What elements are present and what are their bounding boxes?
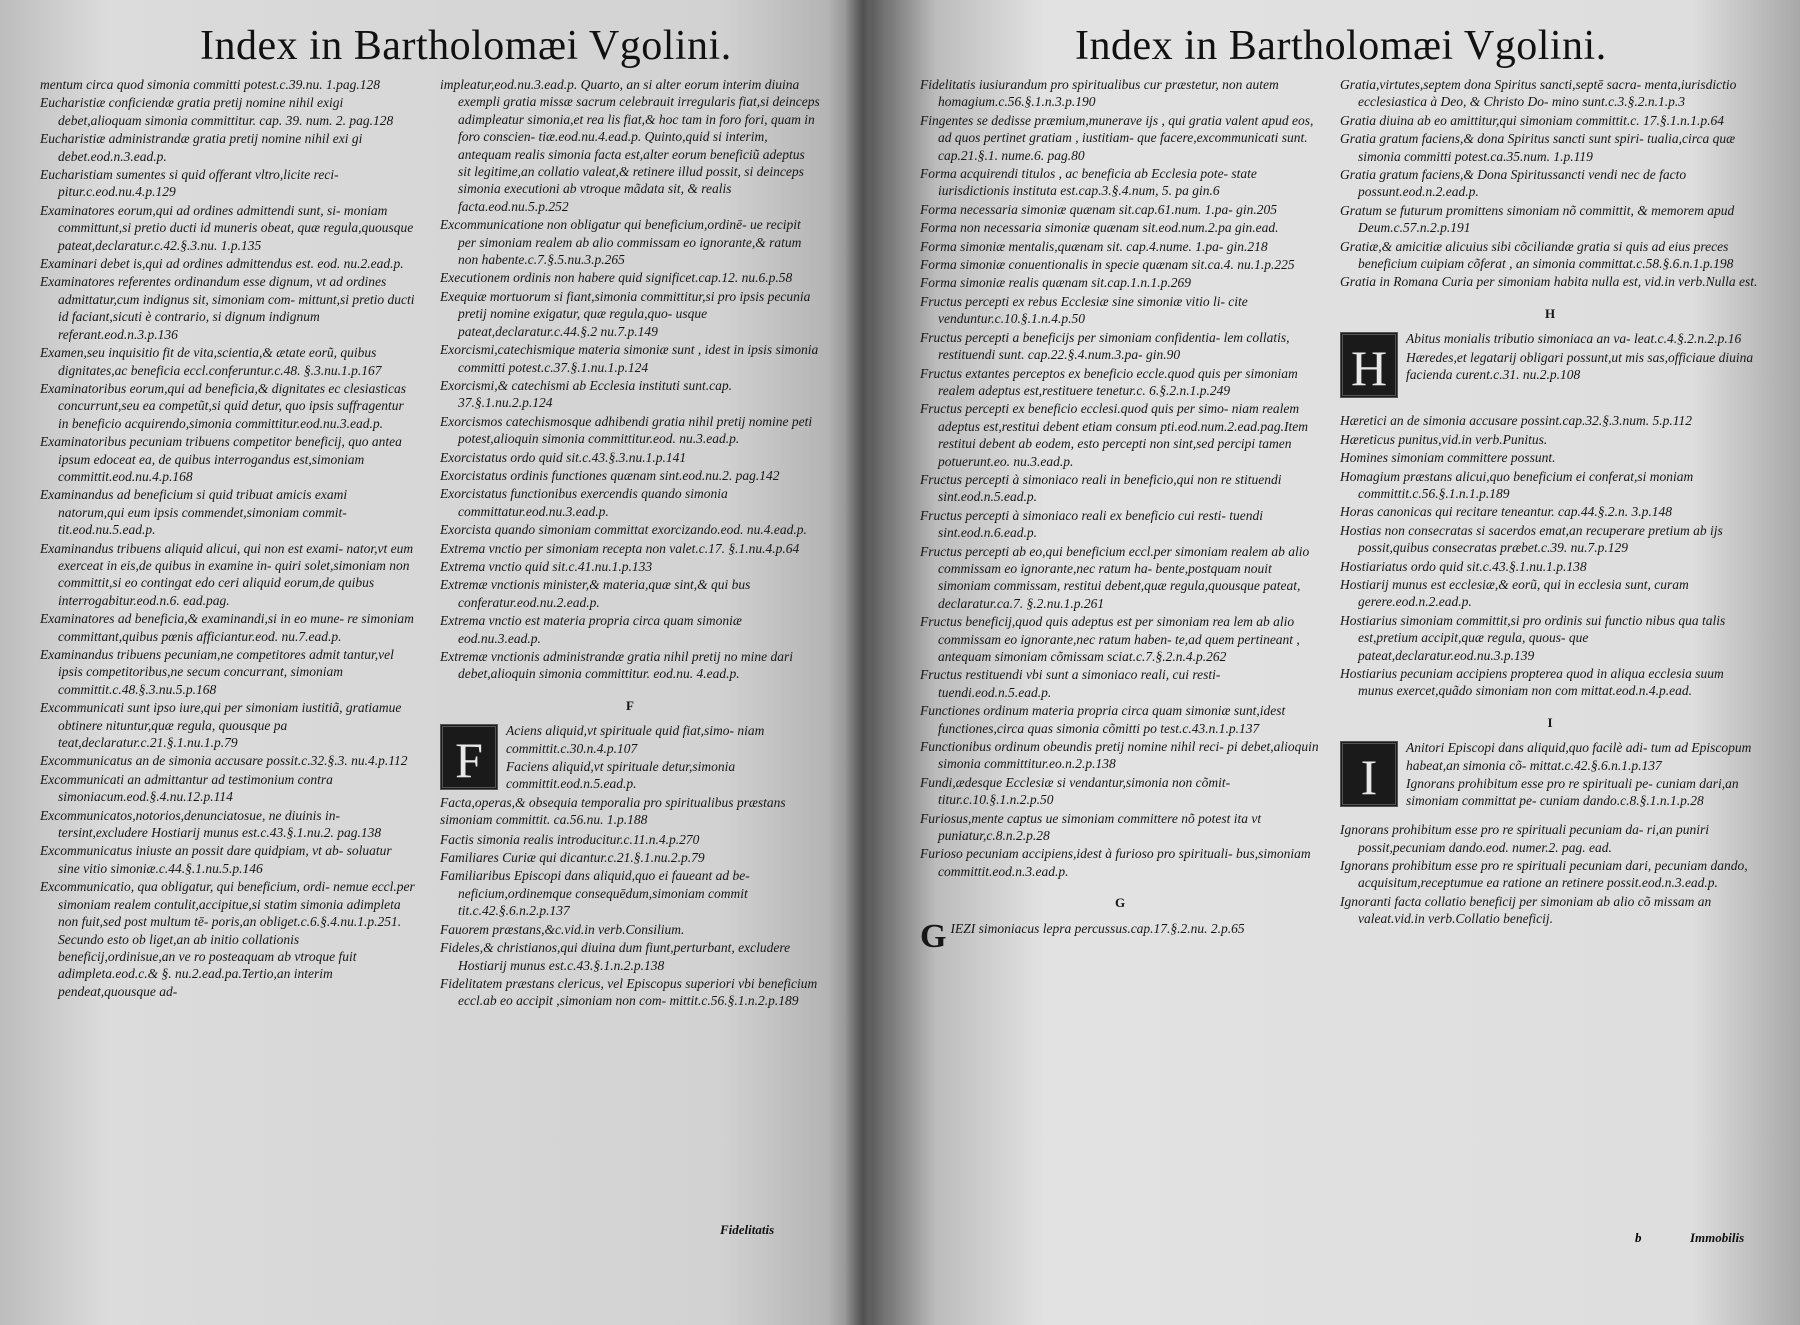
right-column-b (1340, 76, 1760, 929)
right-column-a (920, 76, 1320, 954)
index-entry: Examinatoribus pecuniam tribuens competitor beneficij, quo antea ipsum edoceat ea, de quibus interrogandus est,simoniam committit.eod.nu.4.p.168 (40, 434, 402, 484)
left-column-b (440, 76, 820, 1011)
index-entry: Examen,seu inquisitio fit de vita,scientia,& ætate eorũ, quibus dignitates,ac beneficia eccl.conferuntur.c.48. §.3.nu.1.p.167 (40, 345, 382, 378)
decorated-initial-i: I (1340, 741, 1398, 807)
index-entry: Fingentes se dedisse præmium,munerave ijs , qui gratia valent apud eos, ad quos pertinet gratiam , iustitiam- que facere,excommunicati sunt. cap.21.§.1. nume.6. pag.80 (920, 112, 1314, 163)
index-entry: Faciens aliquid,vt spirituale detur,simonia committit.eod.n.5.ead.p. (506, 759, 736, 792)
index-entry: Hostias non consecratas si sacerdos emat,an recuperare pretium ab ijs possit,quibus consecratas præbet.c.39. nu.7.p.129 (1340, 522, 1723, 556)
index-entry: Fructus percepti à simoniaco reali ex beneficio cui resti- tuendi sint.eod.n.6.ead.p. (920, 507, 1264, 541)
index-entry: Fidelitatem præstans clericus, vel Episcopus superiori vbi beneficium eccl.ab eo accipit ,simoniam non com- mittit.c.56.§.1.n.2.p.189 (440, 975, 818, 1009)
index-entry: Hæretici an de simonia accusare possint.cap.32.§.3.num. 5.p.112 (1340, 413, 1692, 429)
index-entry: Factis simonia realis introducitur.c.11.n.4.p.270 (440, 831, 700, 847)
index-entry: Exorcistatus functionibus exercendis quando simonia committatur.eod.nu.3.ead.p. (440, 486, 728, 519)
index-entry: Homines simoniam committere possunt. (1340, 450, 1556, 466)
index-entry: Examinandus tribuens pecuniam,ne competitores admit tantur,vel ipsis competitoribus,ne secum concurrant, simoniam committit.c.48.§.3.nu.5.p.168 (40, 647, 394, 697)
index-entry: Excommunicatos,notorios,denunciatosue, ne diuinis in- tersint,excludere Hostiarij munus est.c.43.§.1.nu.2. pag.138 (40, 807, 382, 841)
index-entry: Fructus percepti ex rebus Ecclesiæ sine simoniæ vitio li- cite venduntur.c.10.§.1.n.4.p.50 (920, 293, 1248, 327)
index-entry: Horas canonicas qui recitare teneantur. cap.44.§.2.n. 3.p.148 (1340, 504, 1672, 520)
index-entry: Gratia in Romana Curia per simoniam habita nulla est, vid.in verb.Nulla est. (1340, 274, 1758, 290)
index-entry: Hostiarius simoniam committit,si pro ordinis sui functio nibus qua talis est,pretium accipit,quæ regula, quous- que pateat,declaratur.eod.nu.3.p.139 (1340, 612, 1726, 663)
index-entry: Examinandus tribuens aliquid alicui, qui non est exami- nator,vt eum exerceat in eis,de quibus in examine in- quiri solet,simoniam non committit,si eo contingat edo ceri aliquid eorum,de quibus interrogabitur.eod.n.6. ead.pag. (40, 540, 414, 608)
index-entry: Fideles,& christianos,qui diuina dum fiunt,perturbant, excludere Hostiarij munus est.c.43.§.1.n.2.p.138 (440, 940, 791, 973)
index-entry: Exorcismi,& catechismi ab Ecclesia instituti sunt.cap. 37.§.1.nu.2.p.124 (440, 377, 732, 411)
index-entry: mentum circa quod simonia committi potest.c.39.nu. 1.pag.128 (40, 77, 380, 92)
index-entry: Functionibus ordinum obeundis pretij nomine nihil reci- pi debet,alioquin simonia committitur.eo.n.2.p.138 (920, 739, 1319, 772)
index-entry: Hostiarius pecuniam accipiens propterea quod in aliqua ecclesia suum munus exercet,quãdo simoniam non com mittat.eod.n.4.p.ead. (1340, 665, 1724, 699)
index-entry: Exorcistatus ordo quid sit.c.43.§.3.nu.1.p.141 (440, 449, 687, 465)
decorated-initial-f: F (440, 724, 498, 790)
giezi-text: IEZI simoniacus lepra percussus.cap.17.§.2.nu. 2.p.65 (950, 920, 1245, 936)
section-letter-h: H (1544, 305, 1556, 321)
index-entry: Hæredes,et legatarij obligari possunt,ut mis sas,officiaue diuina facienda curent.c.31. nu.2.p.108 (1406, 349, 1754, 383)
catchword: Immobilis (1690, 1230, 1745, 1245)
index-entry: Eucharistiæ conficiendæ gratia pretij nomine nihil exigi debet,alioquam simonia committitur. cap. 39. num. 2. pag.128 (40, 95, 394, 128)
book-gutter (845, 0, 885, 1325)
section-letter-f: F (626, 697, 634, 713)
left-column-a (40, 76, 415, 1001)
index-entry: Examinatores ad beneficia,& examinandi,si in eo mune- re simoniam committant,quibus pœnis afficiantur.eod. nu.7.ead.p. (40, 611, 414, 644)
right-page (900, 0, 1780, 1325)
catchword: Fidelitatis (720, 1222, 775, 1237)
index-entry: Gratia diuina ab eo amittitur,qui simoniam committit.c. 17.§.1.n.1.p.64 (1340, 112, 1724, 128)
signature-mark: b (1635, 1230, 1642, 1245)
right-page-title: Index in Bartholomæi Vgolini. (1075, 23, 1607, 69)
index-entry: Fidelitatis iusiurandum pro spiritualibus cur præstetur, non autem homagium.c.56.§.1.n.3.p.190 (920, 77, 1279, 110)
index-entry: Fundi,ædesque Ecclesiæ si vendantur,simonia non cõmit- titur.c.10.§.1.n.2.p.50 (920, 774, 1231, 808)
index-entry: Fructus beneficij,quod quis adeptus est per simoniam rea lem ab alio commissam eo ignorante,nec ratum haben- te,ad quem pertineant , antequam simoniam cõmissam sciat.c.7.§.2.n.4.p.262 (920, 614, 1300, 664)
index-entry: Fructus percepti ex beneficio ecclesi.quod quis per simo- niam realem adeptus est,restitui debent etiam consum pti.eod.num.2.ead.pag.Item restitui debent ab eodem, esto percepti non sint,sed percipi tamen potuerunt.eo. nu.3.ead.p. (920, 401, 1308, 469)
index-entry: Hostiariatus ordo quid sit.c.43.§.1.nu.1.p.138 (1340, 558, 1587, 574)
index-entry: Ignorans prohibitum esse pro re spirituali pecuniam da- ri,an puniri possit,pecuniam dando.eod. numer.2. pag. ead. (1340, 822, 1709, 855)
initial-g: G (920, 917, 947, 955)
section-letter-g: G (1114, 895, 1126, 911)
index-entry: Hostiarij munus est ecclesiæ,& eorũ, qui in ecclesia sunt, curam gerere.eod.n.2.ead.p. (1340, 576, 1689, 610)
index-entry: Forma simoniæ conuentionalis in specie quænam sit.ca.4. nu.1.p.225 (920, 257, 1295, 273)
index-entry: Ignorans prohibitum esse pro re spirituali pecuniam dari, pecuniam dando, acquisitum,receptumue ea ratione an retinere possit.eod.n.3.ead.p. (1340, 858, 1748, 891)
index-entry: Anitori Episcopi dans aliquid,quo facilè adi- tum ad Episcopum habeat,an simonia cõ- mittat.c.42.§.6.n.1.p.137 (1406, 740, 1752, 773)
index-entry: Excommunicatus iniuste an possit dare quidpiam, vt ab- soluatur sine vitio simoniæ.c.44.§.1.nu.5.p.146 (40, 843, 392, 876)
index-entry: Exorcismi,catechismique materia simoniæ sunt , idest in ipsis simonia committi potest.c.37.§.1.nu.1.p.124 (440, 342, 819, 375)
index-entry: Hæreticus punitus,vid.in verb.Punitus. (1340, 431, 1548, 447)
index-entry: Forma simoniæ realis quænam sit.cap.1.n.1.p.269 (920, 275, 1192, 291)
index-entry: Extrema vnctio quid sit.c.41.nu.1.p.133 (440, 558, 653, 574)
initial-block-h (1340, 330, 1760, 410)
index-entry: Exorcismos catechismosque adhibendi gratia nihil pretij nomine peti potest,alioquin simonia committitur.eod. nu.3.ead.p. (440, 413, 813, 447)
index-entry: Fructus restituendi vbi sunt a simoniaco reali, cui resti- tuendi.eod.n.5.ead.p. (920, 667, 1221, 700)
left-page-title: Index in Bartholomæi Vgolini. (200, 23, 732, 69)
index-entry: Excommunicati an admittantur ad testimonium contra simoniacum.eod.§.4.nu.12.p.114 (40, 771, 333, 805)
giezi-entry (920, 917, 1320, 955)
index-entry: Forma necessaria simoniæ quænam sit.cap.61.num. 1.pa- gin.205 (920, 201, 1277, 217)
index-entry: Examinatores referentes ordinandum esse dignum, vt ad ordines admittatur,cum indignus sit, simoniam com- mittunt,si pretio ducti id faciant,sicuti è contrario, si dignum indignum referant.eod.n.3.p.136 (40, 274, 415, 342)
index-entry: Furiosus,mente captus ue simoniam committere nõ potest ita vt puniatur,c.8.n.2.p.28 (920, 810, 1262, 844)
index-entry: Gratia gratum faciens,& dona Spiritus sancti sunt spiri- tualia,circa quæ simonia committi potest.ca.35.num. 1.p.119 (1340, 131, 1736, 164)
index-entry: Examinatores eorum,qui ad ordines admittendi sunt, si- moniam committunt,si pretio ducti id muneris obeat, quæ regula,quousque pateat,declaratur.c.42.§.3.nu. 1.p.135 (40, 202, 414, 253)
index-entry: Homagium præstans alicui,quo beneficium ei conferat,si moniam committit.c.56.§.1.n.1.p.189 (1340, 468, 1694, 501)
index-entry: Examinatoribus eorum,qui ad beneficia,& dignitates ec clesiasticas concurrunt,seu ea competũt,si quid detur, quo ipsis suffragentur in beneficio acquirendo,simonia committitur.eod.nu.3.ead.p. (40, 380, 406, 431)
initial-block-i (1340, 739, 1760, 819)
index-entry: Forma acquirendi titulos , ac beneficia ab Ecclesia pote- state iurisdictionis instituta est.cap.3.§.4.num, 5. pa gin.6 (920, 166, 1257, 199)
index-entry: Exequiæ mortuorum si fiant,simonia committitur,si pro ipsis pecunia pretij nomine exigatur, quæ regula,quo- usque pateat,declaratur.c.44.§.2 nu.7.p.149 (440, 288, 811, 339)
index-entry: Furioso pecuniam accipiens,idest à furioso pro spirituali- bus,simoniam committit.eod.n.3.ead.p. (920, 846, 1311, 879)
index-entry: Extremæ vnctionis minister,& materia,quæ sint,& qui bus conferatur.eod.nu.2.ead.p. (440, 577, 751, 610)
index-entry: Executionem ordinis non habere quid significet.cap.12. nu.6.p.58 (440, 270, 793, 286)
index-entry: Ignoranti facta collatio beneficij per simoniam ab alio cõ missam an valeat.vid.in verb.Collatio beneficij. (1340, 893, 1712, 927)
initial-block-f (440, 722, 820, 828)
index-entry: Functiones ordinum materia propria circa quam simoniæ sunt,idest functiones,circa quas simonia cõmitti po test.c.43.n.1.p.137 (920, 703, 1286, 736)
index-entry: Extremæ vnctionis administrandæ gratia nihil pretij no mine dari debet,alioquin simonia committitur. eod.nu. 4.ead.p. (440, 649, 793, 682)
section-letter-i: I (1547, 714, 1553, 730)
index-entry: Gratia gratum faciens,& Dona Spiritussancti vendi nec de facto possunt.eod.n.2.ead.p. (1340, 167, 1687, 200)
index-entry: Forma non necessaria simoniæ quænam sit.eod.num.2.pa gin.ead. (920, 220, 1279, 236)
index-entry: Ignorans prohibitum esse pro re spirituali pe- cuniam dari,an simoniam committat pe- cuniam dando.c.8.§.1.n.1.p.28 (1406, 776, 1739, 809)
index-entry: Aciens aliquid,vt spirituale quid fiat,simo- niam committit.c.30.n.4.p.107 (506, 723, 765, 756)
index-entry: Fructus percepti à simoniaco reali in beneficio,qui non re stituendi sint.eod.n.5.ead.p. (920, 471, 1282, 505)
index-entry: Extrema vnctio est materia propria circa quam simoniæ eod.nu.3.ead.p. (440, 613, 742, 646)
index-entry: Examinari debet is,qui ad ordines admittendus est. eod. nu.2.ead.p. (40, 256, 404, 272)
index-entry: Abitus monialis tributio simoniaca an va- leat.c.4.§.2.n.2.p.16 (1406, 331, 1742, 347)
index-entry: Exorcista quando simoniam committat exorcizando.eod. nu.4.ead.p. (440, 522, 807, 538)
index-entry: Eucharistiæ administrandæ gratia pretij nomine nihil exi gi debet.eod.n.3.ead.p. (40, 131, 363, 164)
index-entry: Excommunicati sunt ipso iure,qui per simoniam iustitiã, gratiamue obtinere nituntur,quæ regula, quousque pa teat,declaratur.c.21.§.1.nu.1.p.79 (40, 700, 402, 751)
index-entry: Familiares Curiæ qui dicantur.c.21.§.1.nu.2.p.79 (440, 850, 705, 866)
index-entry: Gratiæ,& amicitiæ alicuius sibi cõciliandæ gratia si quis ad eius preces beneficium cuipiam cõferat , an simonia committat.c.58.§.6.n.1.p.198 (1340, 238, 1734, 272)
decorated-initial-h: H (1340, 332, 1398, 398)
index-entry: Forma simoniæ mentalis,quænam sit. cap.4.nume. 1.pa- gin.218 (920, 238, 1268, 254)
index-entry: Eucharistiam sumentes si quid offerant vltro,licite reci- pitur.c.eod.nu.4.p.129 (40, 167, 339, 200)
index-entry: Excommunicatio, qua obligatur, qui beneficium, ordi- nemue eccl.per simoniam realem contulit,accipitue,si statim simonia adimpleta non fuit,sed post multum tē- poris,an obliget.c.6.§.4.nu.1.p.251. Secundo esto ob liget,an ab initio collationis beneficij,ordinisue,an ve ro posteaquam ab vtroque fuit adimpleta.eod.c.& §. nu.2.ead.pa.Tertio,an interim pendeat,quousque ad- (40, 879, 415, 999)
index-entry: Fructus percepti ab eo,qui beneficium eccl.per simoniam realem ab alio commissam eo ignorante,nec ratum ha- bente,postquam nouit simoniam commissam, restitui debent,quæ regula,quousque pateat, declaratur.ca.7. §.2.nu.1.p.261 (920, 543, 1310, 611)
index-entry: Fructus percepti a beneficijs per simoniam confidentia- lem collatis, restituendi sunt. cap.22.§.4.num.3.pa- gin.90 (920, 329, 1290, 363)
index-entry: Gratum se futurum promittens simoniam nõ committit, & memorem apud Deum.c.57.n.2.p.191 (1340, 202, 1735, 236)
index-entry: Gratia,virtutes,septem dona Spiritus sancti,septē sacra- menta,iurisdictio ecclesiastica à Deo, & Christo Do- mino sunt.c.3.§.2.n.1.p.3 (1340, 77, 1737, 110)
index-entry: Examinandus ad beneficium si quid tribuat amicis exami natorum,qui eum ipsis commendet,simoniam commit- tit.eod.nu.5.ead.p. (40, 487, 348, 538)
index-entry: Excommunicatione non obligatur qui beneficium,ordinē- ue recipit per simoniam realem ab alio commissam eo ignorante,& ratum non habente.c.7.§.5.nu.3.p.265 (440, 217, 802, 268)
index-entry: Extrema vnctio per simoniam recepta non valet.c.17. §.1.nu.4.p.64 (440, 540, 800, 556)
index-entry: Fauorem præstans,&c.vid.in verb.Consilium. (440, 921, 685, 937)
index-entry: Exorcistatus ordinis functiones quænam sint.eod.nu.2. pag.142 (440, 467, 780, 483)
index-entry: impleatur,eod.nu.3.ead.p. Quarto, an si alter eorum interim diuina exempli gratia missæ sacrum celebrauit irregularis fiat,si deinceps adimpleatur simonia,et rea lis fiat,& hoc tam in foro fori, quam in foro conscien- tiæ.eod.nu.4.ead.p. Quinto,quid si interim, antequam realis simonia facta est,alter eorum beneficiũ adeptus sit legitime,an collatio valeat,& retinere illud possit, si deinceps simonia executioni ab vtroque mãdata sit, & realis facta.eod.nu.5.p.252 (440, 77, 820, 214)
index-entry: Excommunicatus an de simonia accusare possit.c.32.§.3. nu.4.p.112 (40, 753, 408, 769)
index-entry: Facta,operas,& obsequia temporalia pro spiritualibus præstans simoniam committit. ca.56.nu. 1.p.188 (440, 794, 786, 828)
index-entry: Fructus extantes perceptos ex beneficio eccle.quod quis per simoniam realem adeptus est,restituere tenetur.c. 6.§.2.n.1.p.249 (920, 365, 1298, 398)
index-entry: Familiaribus Episcopi dans aliquid,quo ei faueant ad be- neficium,ordinemque consequēdum,simoniam commit tit.c.42.§.6.n.2.p.137 (440, 868, 750, 919)
left-page (30, 0, 830, 1325)
